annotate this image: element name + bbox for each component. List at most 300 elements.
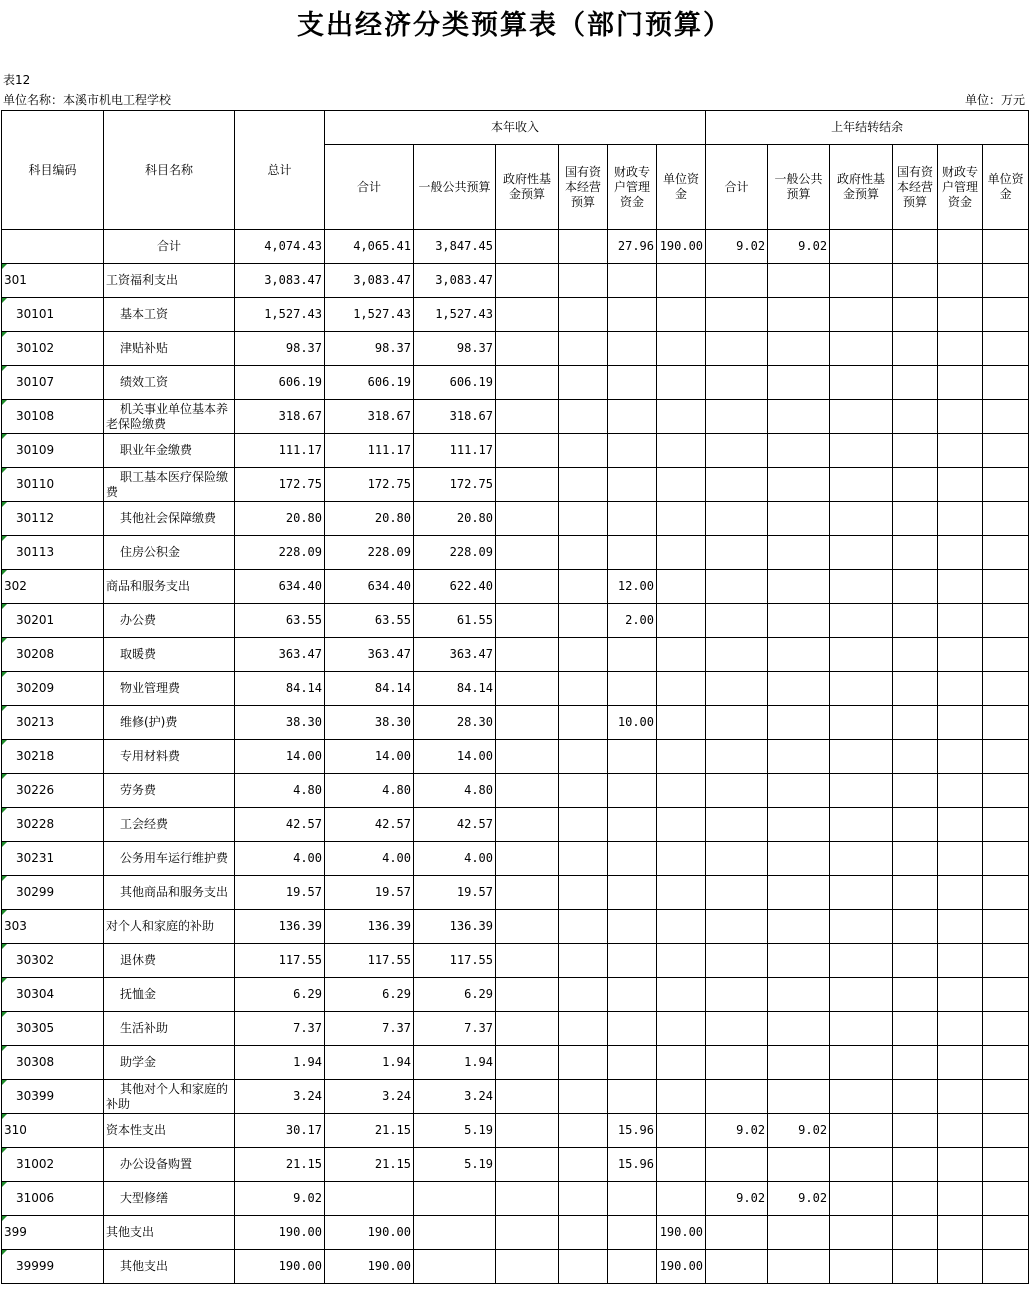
cell-value [830, 740, 893, 774]
cell-value [893, 604, 938, 638]
cell-code: 399 [2, 1216, 104, 1250]
cell-value [559, 842, 608, 876]
cell-value: 84.14 [235, 672, 325, 706]
cell-value: 6.29 [235, 978, 325, 1012]
table-row [2, 1046, 1029, 1080]
cell-value [983, 264, 1029, 298]
cell-name: 其他商品和服务支出 [104, 876, 235, 910]
cell-value: 3,083.47 [414, 264, 496, 298]
cell-value: 117.55 [325, 944, 414, 978]
cell-code: 30108 [2, 400, 104, 434]
table-row [2, 672, 1029, 706]
cell-value [608, 502, 657, 536]
cell-value [657, 366, 706, 400]
header-sub: 政府性基金预算 [830, 145, 893, 230]
cell-value [496, 604, 559, 638]
cell-value [496, 570, 559, 604]
cell-value [938, 808, 983, 842]
cell-value [830, 774, 893, 808]
cell-code: 30218 [2, 740, 104, 774]
cell-value [496, 808, 559, 842]
cell-value [768, 400, 830, 434]
table-body [2, 230, 1029, 1284]
cell-value: 5.19 [414, 1114, 496, 1148]
cell-value [657, 1046, 706, 1080]
cell-value: 19.57 [325, 876, 414, 910]
cell-value [983, 502, 1029, 536]
table-row [2, 1216, 1029, 1250]
cell-value: 19.57 [414, 876, 496, 910]
cell-value [893, 706, 938, 740]
cell-value [706, 1148, 768, 1182]
cell-name: 津贴补贴 [104, 332, 235, 366]
cell-value: 3.24 [235, 1080, 325, 1114]
cell-value [657, 1012, 706, 1046]
cell-value [559, 366, 608, 400]
cell-value: 42.57 [235, 808, 325, 842]
cell-value [938, 230, 983, 264]
cell-code: 30109 [2, 434, 104, 468]
cell-value [496, 944, 559, 978]
cell-value [706, 1080, 768, 1114]
cell-value [938, 468, 983, 502]
table-row [2, 298, 1029, 332]
cell-value [938, 264, 983, 298]
cell-value [830, 264, 893, 298]
header-sub: 合计 [706, 145, 768, 230]
cell-value: 4,065.41 [325, 230, 414, 264]
cell-value: 19.57 [235, 876, 325, 910]
header-sub: 单位资金 [657, 145, 706, 230]
cell-value [830, 502, 893, 536]
table-number: 表12 [3, 73, 31, 87]
cell-value: 20.80 [235, 502, 325, 536]
cell-value: 606.19 [235, 366, 325, 400]
cell-value: 10.00 [608, 706, 657, 740]
cell-code: 30113 [2, 536, 104, 570]
cell-value [830, 808, 893, 842]
cell-value: 172.75 [235, 468, 325, 502]
cell-value [657, 570, 706, 604]
cell-value: 3,847.45 [414, 230, 496, 264]
cell-value [830, 1012, 893, 1046]
cell-name: 退休费 [104, 944, 235, 978]
cell-value [830, 570, 893, 604]
cell-value [608, 468, 657, 502]
cell-value [768, 468, 830, 502]
cell-code: 30102 [2, 332, 104, 366]
cell-value [559, 604, 608, 638]
cell-value: 9.02 [706, 230, 768, 264]
cell-value [608, 400, 657, 434]
cell-value [768, 706, 830, 740]
cell-value [559, 1216, 608, 1250]
cell-value [706, 604, 768, 638]
cell-value [496, 502, 559, 536]
cell-value [657, 604, 706, 638]
header-sub: 国有资本经营预算 [559, 145, 608, 230]
cell-value: 21.15 [235, 1148, 325, 1182]
cell-value [706, 842, 768, 876]
cell-name: 劳务费 [104, 774, 235, 808]
cell-value [657, 672, 706, 706]
cell-value: 363.47 [235, 638, 325, 672]
cell-name: 工资福利支出 [104, 264, 235, 298]
cell-value [559, 808, 608, 842]
cell-value [414, 1216, 496, 1250]
cell-value: 318.67 [235, 400, 325, 434]
header-sub: 合计 [325, 145, 414, 230]
cell-value [830, 536, 893, 570]
cell-value [414, 1182, 496, 1216]
table-row [2, 944, 1029, 978]
cell-value [706, 332, 768, 366]
cell-value [706, 706, 768, 740]
cell-value [893, 298, 938, 332]
table-row [2, 808, 1029, 842]
cell-code: 301 [2, 264, 104, 298]
cell-value: 7.37 [325, 1012, 414, 1046]
cell-value: 1,527.43 [325, 298, 414, 332]
cell-value [706, 740, 768, 774]
cell-value [608, 366, 657, 400]
cell-value [559, 298, 608, 332]
cell-value: 42.57 [325, 808, 414, 842]
cell-value: 111.17 [235, 434, 325, 468]
cell-value: 38.30 [235, 706, 325, 740]
cell-value [893, 570, 938, 604]
table-row [2, 1182, 1029, 1216]
cell-value [559, 570, 608, 604]
cell-value [496, 400, 559, 434]
cell-value [608, 298, 657, 332]
cell-value [608, 910, 657, 944]
cell-value [559, 638, 608, 672]
cell-value [938, 944, 983, 978]
cell-value [893, 672, 938, 706]
cell-value [893, 1182, 938, 1216]
cell-code: 30213 [2, 706, 104, 740]
header-current-income: 本年收入 [325, 111, 706, 145]
cell-value [608, 434, 657, 468]
cell-value [559, 264, 608, 298]
cell-value [559, 332, 608, 366]
cell-value [830, 638, 893, 672]
cell-value [893, 536, 938, 570]
cell-name: 办公设备购置 [104, 1148, 235, 1182]
cell-name: 其他对个人和家庭的补助 [104, 1080, 235, 1114]
cell-value [983, 944, 1029, 978]
cell-value: 1.94 [235, 1046, 325, 1080]
cell-value [983, 230, 1029, 264]
cell-value [983, 1114, 1029, 1148]
cell-value [706, 400, 768, 434]
cell-code: 30228 [2, 808, 104, 842]
table-row [2, 604, 1029, 638]
table-row [2, 332, 1029, 366]
cell-value [706, 876, 768, 910]
cell-value [983, 910, 1029, 944]
header-sub: 一般公共预算 [768, 145, 830, 230]
cell-value [983, 1148, 1029, 1182]
cell-value: 30.17 [235, 1114, 325, 1148]
cell-value: 228.09 [414, 536, 496, 570]
cell-value: 21.15 [325, 1114, 414, 1148]
cell-value [657, 638, 706, 672]
cell-code [2, 230, 104, 264]
table-row [2, 400, 1029, 434]
cell-value [608, 536, 657, 570]
cell-value: 4.00 [325, 842, 414, 876]
cell-value [496, 230, 559, 264]
cell-value: 172.75 [414, 468, 496, 502]
cell-code: 30107 [2, 366, 104, 400]
cell-value [559, 1114, 608, 1148]
table-row [2, 910, 1029, 944]
cell-value: 190.00 [325, 1250, 414, 1284]
cell-value: 190.00 [657, 1250, 706, 1284]
cell-value: 38.30 [325, 706, 414, 740]
table-row [2, 1080, 1029, 1114]
cell-name: 基本工资 [104, 298, 235, 332]
cell-value [893, 502, 938, 536]
cell-value [938, 400, 983, 434]
cell-value [893, 638, 938, 672]
cell-value [830, 910, 893, 944]
cell-value [657, 1182, 706, 1216]
cell-code: 30112 [2, 502, 104, 536]
cell-value [657, 298, 706, 332]
cell-value [657, 1148, 706, 1182]
cell-value [706, 366, 768, 400]
cell-value [657, 434, 706, 468]
cell-value [706, 672, 768, 706]
cell-value: 63.55 [325, 604, 414, 638]
cell-name: 商品和服务支出 [104, 570, 235, 604]
cell-code: 303 [2, 910, 104, 944]
cell-value [938, 1216, 983, 1250]
cell-value [768, 1216, 830, 1250]
cell-value [830, 978, 893, 1012]
cell-value: 3,083.47 [235, 264, 325, 298]
cell-value: 318.67 [325, 400, 414, 434]
cell-value [496, 1046, 559, 1080]
cell-value [768, 740, 830, 774]
cell-value [938, 1046, 983, 1080]
cell-value [414, 1250, 496, 1284]
cell-value: 9.02 [706, 1114, 768, 1148]
cell-value [768, 672, 830, 706]
cell-value [893, 808, 938, 842]
cell-name: 职业年金缴费 [104, 434, 235, 468]
cell-value: 1.94 [414, 1046, 496, 1080]
table-row [2, 978, 1029, 1012]
header-name: 科目名称 [104, 111, 235, 230]
cell-value: 190.00 [657, 230, 706, 264]
header-sub: 单位资金 [983, 145, 1029, 230]
cell-value [830, 434, 893, 468]
cell-code: 30110 [2, 468, 104, 502]
cell-name: 助学金 [104, 1046, 235, 1080]
cell-value: 12.00 [608, 570, 657, 604]
cell-value [983, 740, 1029, 774]
cell-value [706, 570, 768, 604]
cell-value: 9.02 [706, 1182, 768, 1216]
cell-value [830, 1250, 893, 1284]
cell-name: 维修(护)费 [104, 706, 235, 740]
cell-code: 30201 [2, 604, 104, 638]
cell-value: 2.00 [608, 604, 657, 638]
table-row [2, 638, 1029, 672]
cell-value [496, 978, 559, 1012]
header-sub: 国有资本经营预算 [893, 145, 938, 230]
cell-value [893, 910, 938, 944]
cell-value [768, 434, 830, 468]
cell-value: 634.40 [235, 570, 325, 604]
cell-value: 136.39 [325, 910, 414, 944]
cell-value: 9.02 [768, 1182, 830, 1216]
cell-value [983, 1080, 1029, 1114]
cell-value: 84.14 [414, 672, 496, 706]
cell-value [657, 944, 706, 978]
cell-value [657, 808, 706, 842]
cell-value [559, 1148, 608, 1182]
cell-value: 98.37 [414, 332, 496, 366]
cell-value [830, 1148, 893, 1182]
cell-value: 42.57 [414, 808, 496, 842]
cell-value [893, 1012, 938, 1046]
cell-value [559, 910, 608, 944]
cell-value [768, 502, 830, 536]
cell-value [496, 1080, 559, 1114]
cell-code: 302 [2, 570, 104, 604]
cell-value [559, 1182, 608, 1216]
cell-value [608, 1250, 657, 1284]
cell-value [496, 434, 559, 468]
cell-value: 21.15 [325, 1148, 414, 1182]
cell-value [608, 672, 657, 706]
cell-value [496, 1216, 559, 1250]
cell-value [706, 298, 768, 332]
cell-value [657, 1114, 706, 1148]
cell-value [830, 1114, 893, 1148]
table-row [2, 230, 1029, 264]
cell-value [830, 706, 893, 740]
cell-value [657, 502, 706, 536]
table-row [2, 876, 1029, 910]
cell-value [893, 1114, 938, 1148]
cell-value: 4.80 [414, 774, 496, 808]
cell-value [893, 332, 938, 366]
header-sub: 一般公共预算 [414, 145, 496, 230]
cell-value: 363.47 [325, 638, 414, 672]
table-row [2, 536, 1029, 570]
cell-value [768, 332, 830, 366]
cell-value [706, 910, 768, 944]
cell-value [938, 604, 983, 638]
cell-name: 其他支出 [104, 1250, 235, 1284]
cell-value [608, 1216, 657, 1250]
header-code: 科目编码 [2, 111, 104, 230]
cell-value [983, 1250, 1029, 1284]
header-total: 总计 [235, 111, 325, 230]
cell-value [559, 740, 608, 774]
cell-value: 1,527.43 [235, 298, 325, 332]
cell-code: 30231 [2, 842, 104, 876]
cell-value: 20.80 [325, 502, 414, 536]
cell-value [496, 536, 559, 570]
cell-value: 4.00 [414, 842, 496, 876]
cell-value [893, 400, 938, 434]
cell-value: 3.24 [325, 1080, 414, 1114]
cell-value [706, 1046, 768, 1080]
cell-value [768, 570, 830, 604]
cell-value [893, 944, 938, 978]
cell-value: 136.39 [235, 910, 325, 944]
cell-value [938, 842, 983, 876]
cell-value [496, 332, 559, 366]
cell-value [893, 1250, 938, 1284]
cell-value: 634.40 [325, 570, 414, 604]
cell-value: 622.40 [414, 570, 496, 604]
cell-value [983, 978, 1029, 1012]
cell-value [559, 502, 608, 536]
cell-code: 30208 [2, 638, 104, 672]
cell-value [608, 1012, 657, 1046]
cell-value [938, 638, 983, 672]
cell-value [938, 1148, 983, 1182]
cell-value [768, 366, 830, 400]
cell-value [893, 740, 938, 774]
cell-value [983, 1046, 1029, 1080]
cell-value [830, 230, 893, 264]
cell-code: 31006 [2, 1182, 104, 1216]
cell-value: 6.29 [414, 978, 496, 1012]
cell-value [559, 1046, 608, 1080]
cell-value [496, 774, 559, 808]
cell-value [938, 298, 983, 332]
cell-value: 9.02 [235, 1182, 325, 1216]
cell-value [496, 264, 559, 298]
cell-value [983, 298, 1029, 332]
cell-value [768, 774, 830, 808]
cell-value [496, 876, 559, 910]
cell-value: 6.29 [325, 978, 414, 1012]
header-sub: 财政专户管理资金 [608, 145, 657, 230]
cell-value [325, 1182, 414, 1216]
cell-value [706, 1250, 768, 1284]
cell-value [893, 366, 938, 400]
cell-code: 30308 [2, 1046, 104, 1080]
cell-value [768, 604, 830, 638]
cell-value [893, 264, 938, 298]
cell-code: 30399 [2, 1080, 104, 1114]
cell-value: 117.55 [414, 944, 496, 978]
cell-value: 606.19 [414, 366, 496, 400]
cell-value [983, 1012, 1029, 1046]
cell-value [938, 366, 983, 400]
cell-value [559, 434, 608, 468]
cell-value [768, 944, 830, 978]
cell-value [830, 1080, 893, 1114]
cell-value [657, 910, 706, 944]
cell-value [706, 502, 768, 536]
cell-value [938, 740, 983, 774]
cell-value [706, 774, 768, 808]
cell-name: 对个人和家庭的补助 [104, 910, 235, 944]
cell-value [938, 570, 983, 604]
table-row [2, 468, 1029, 502]
